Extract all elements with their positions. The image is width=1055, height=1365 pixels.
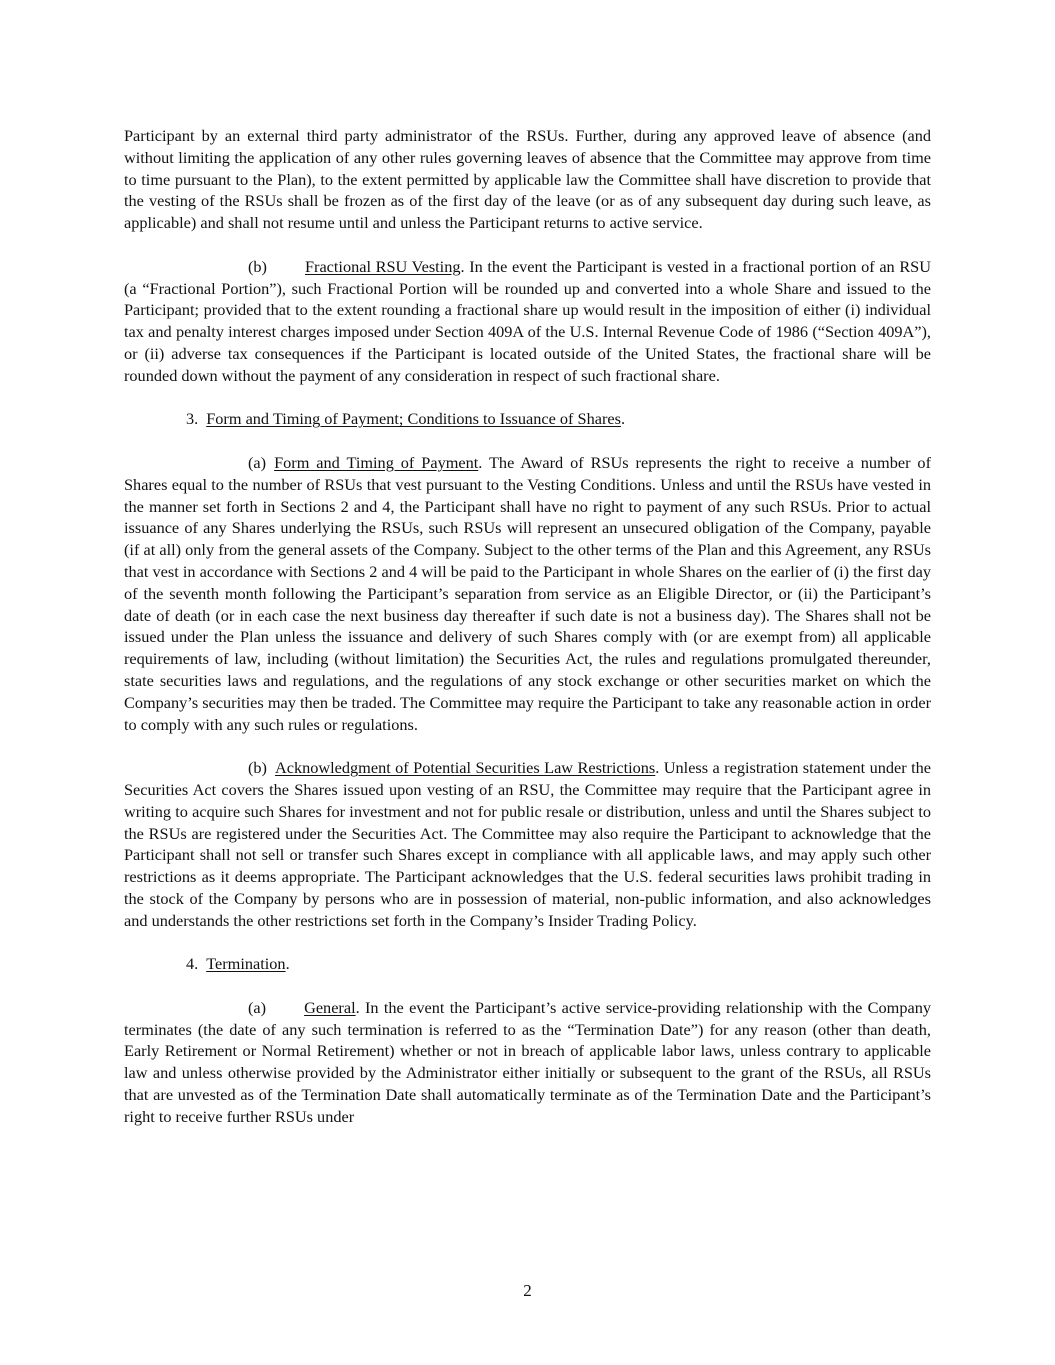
section-4a-label: (a) [248, 997, 267, 1017]
section-3a-text: . The Award of RSUs represents the right to receive a number of Shares equal to the number of RSUs that vest pursuant to the Vesting Conditions. Unless and until the RSUs have vested in the manner set forth in Sections 2 and 4, the Participant shall have no right to payment of any such RSUs. Prior to actual issuance of any Shares underlying the RSUs, such RSUs will represent an unsecured obligation of the Company, payable (if at all) only from the general assets of the Company. Subject to the other terms of the Plan and this Agreement, any RSUs that vest in accordance with Sections 2 and 4 will be paid to the Participant in whole Shares on the earlier of (i) the first day of the seventh month following the Participant’s separation from service as an Eligible Director, or (ii) the Participant’s date of death (or in each case the next business day thereafter if such date is not a business day). The Shares shall not be issued under the Plan unless the issuance and delivery of such Shares comply with (or are exempt from) all applicable requirements of law, including (without limitation) the Securities Act, the rules and regulations promulgated thereunder, state securities laws and regulations, and the regulations of any stock exchange or other securities market on which the Company’s securities may then be traded. The Committee may require the Participant to take any reasonable action in order to comply with any such rules or regulations. [124, 452, 931, 734]
section-2b [124, 256, 931, 387]
section-3b-label: (b) [248, 758, 267, 778]
section-3a-label: (a) [248, 452, 267, 472]
section-4-trail: . [285, 954, 290, 974]
section-4a-heading: General [304, 997, 356, 1017]
section-4a [124, 997, 931, 1128]
page-number: 2 [523, 1281, 532, 1300]
section-4a-text: . In the event the Participant’s active service-providing relationship with the Company terminates (the date of any such termination is referred to as the “Termination Date”) for any reason (other than death, Early Retirement or Normal Retirement) whether or not in breach of applicable labor laws, unless contrary to applicable law and unless otherwise provided by the Administrator either initially or subsequent to the grant of the RSUs, all RSUs that are unvested as of the Termination Date shall automatically terminate as of the Termination Date and the Participant’s right to receive further RSUs under [124, 997, 931, 1126]
section-3b-heading: Acknowledgment of Potential Securities Law Restrictions [274, 758, 656, 778]
section-3-heading: Form and Timing of Payment; Conditions to Issuance of Shares [206, 409, 621, 429]
section-4-number: 4. [186, 954, 199, 974]
section-2b-label: (b) [248, 256, 267, 276]
section-3-heading-line [124, 408, 931, 430]
document-page [124, 125, 931, 1128]
section-4-heading: Termination [206, 954, 286, 974]
section-3a [124, 452, 931, 735]
section-3-number: 3. [186, 409, 199, 429]
section-3-trail: . [620, 409, 626, 429]
section-3b [124, 757, 931, 931]
section-3a-heading: Form and Timing of Payment [274, 452, 479, 472]
section-2b-text: . In the event the Participant is vested in a fractional portion of an RSU (a “Fractional Portion”), such Fractional Portion will be rounded up and converted into a whole Share and issued to the Participant; provided that to the extent rounding a fractional share up would result in the imposition of either (i) individual tax and penalty interest charges imposed under Section 409A of the U.S. Internal Revenue Code of 1986 (“Section 409A”), or (ii) adverse tax consequences if the Participant is located outside of the United States, the fractional share will be rounded down without the payment of any consideration in respect of such fractional share. [124, 256, 931, 385]
paragraph-leave-of-absence: Participant by an external third party administrator of the RSUs. Further, during any approved leave of absence (and without limiting the application of any other rules governing leaves of absence that the Committee may approve from time to time pursuant to the Plan), to the extent permitted by applicable law the Committee shall have discretion to provide that the vesting of the RSUs shall be frozen as of the first day of the leave (or as of any subsequent day during such leave, as applicable) and shall not resume until and unless the Participant returns to active service. [124, 126, 931, 233]
section-4-heading-line [124, 953, 931, 975]
section-3b-text: . Unless a registration statement under the Securities Act covers the Shares issued upon vesting of an RSU, the Committee may require that the Participant agree in writing to acquire such Shares for investment and not for public resale or distribution, unless and until the Shares subject to the RSUs are registered under the Securities Act. The Committee may also require the Participant to acknowledge that the Participant shall not sell or transfer such Shares except in compliance with all applicable laws, and may apply such other restrictions as it deems appropriate. The Participant acknowledges that the U.S. federal securities laws prohibit trading in the stock of the Company by persons who are in possession of material, non-public information, and also acknowledges and understands the other restrictions set forth in the Company’s Insider Trading Policy. [124, 758, 931, 930]
section-2b-heading: Fractional RSU Vesting [304, 256, 461, 276]
